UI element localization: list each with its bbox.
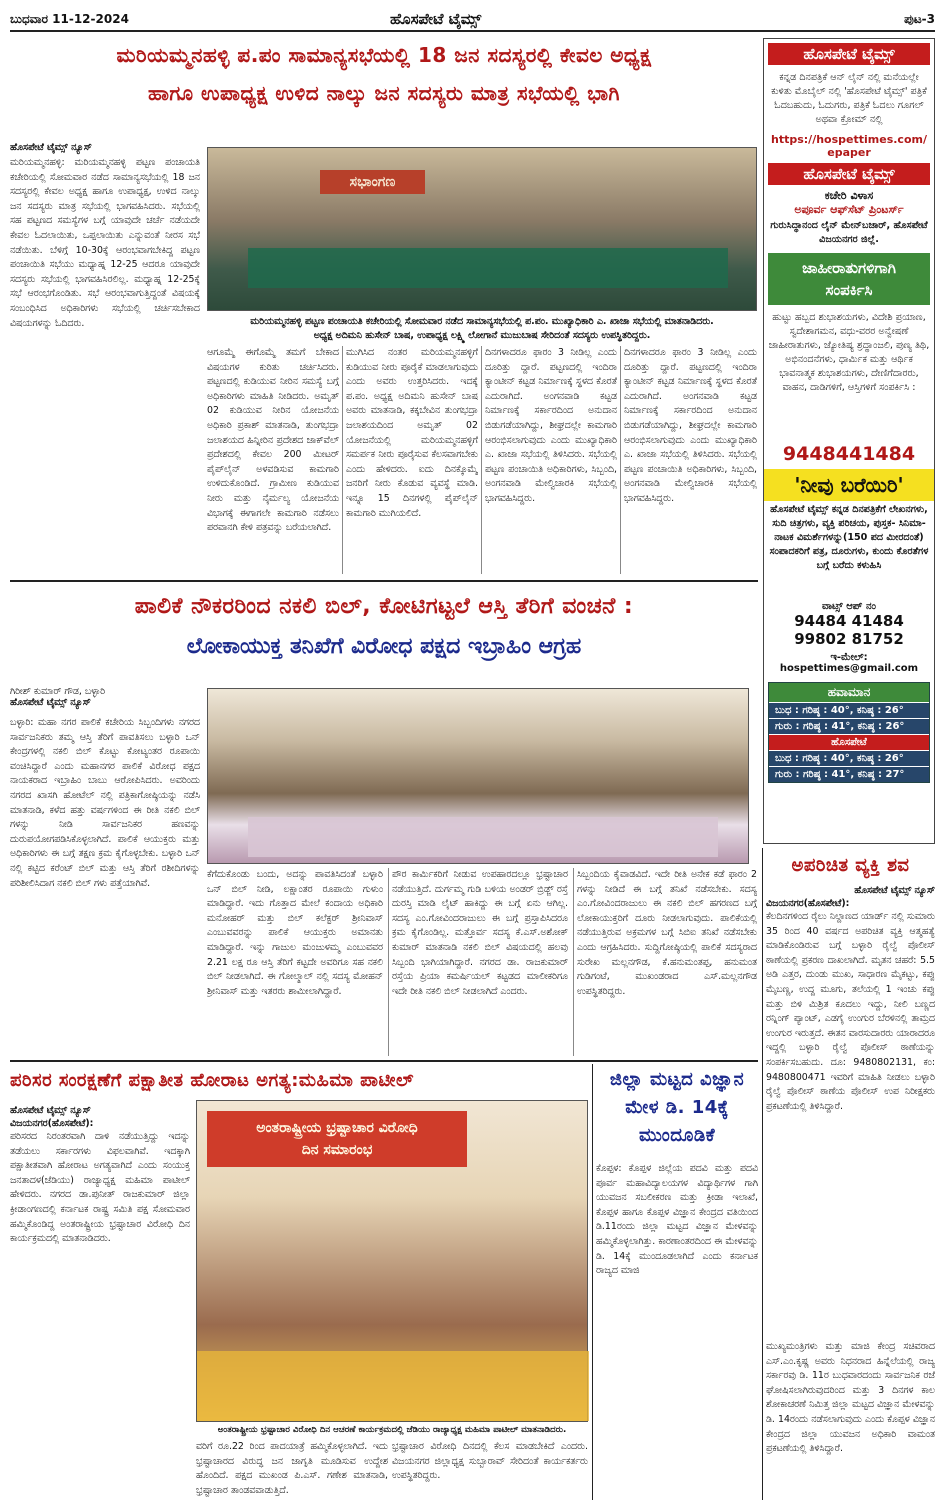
column-divider	[481, 346, 482, 574]
byline-location: ವಿಜಯನಗರ(ಹೊಸಪೇಟೆ):	[766, 898, 850, 909]
write-to-us-title: 'ನೀವು ಬರೆಯಿರಿ'	[764, 469, 934, 501]
story1-col4: ದಿನಗಳಾದರೂ ಫಾರಂ 3 ನೀಡಿಲ್ಲ ಎಂದು ದೂರಿತ್ತು ದ್ದಾರೆ. ಪಟ್ಟಣದಲ್ಲಿ ಇಂದಿರಾ ಕ್ಯಾಂಟೀನ್ ಕಟ್ಟಡ ನಿರ್ಮಾಣಕ್ಕೆ ಸ್ಥಳದ ಕೊರತೆ ಎದುರಾಗಿದೆ. ಅಂಗನವಾಡಿ ಕಟ್ಟಡ ನಿರ್ಮಾಣಕ್ಕೆ ಸರ್ಕಾರದಿಂದ ಅನುದಾನ ಬಿಡುಗಡೆಯಾಗಿದ್ದು, ಶೀಘ್ರದಲ್ಲೇ ಕಾಮಗಾರಿ ಆರಂಭಿಸಲಾಗುವುದು ಎಂದು ಮುಖ್ಯಾಧಿಕಾರಿ ಎ. ಖಾಜಾ ಸಭೆಯಲ್ಲಿ ತಿಳಿಸಿದರು. ಸಭೆಯಲ್ಲಿ ಪಟ್ಟಣ ಪಂಚಾಯಿತಿ ಅಧಿಕಾರಿಗಳು, ಸಿಬ್ಬಂದಿ, ಅಂಗನವಾಡಿ ಮೇಲ್ವಿಚಾರಕಿ ಸಭೆಯಲ್ಲಿ ಭಾಗವಹಿಸಿದ್ದರು.	[485, 347, 617, 504]
story1-photo	[207, 147, 757, 311]
epaper-url[interactable]: https://hospettimes.com/	[771, 133, 927, 146]
story2-col3: ಪೌರ ಕಾರ್ಮಿಕರಿಗೆ ನೀಡುವ ಉಪಹಾರದಲ್ಲೂ ಭ್ರಷ್ಟಾಚಾರ ನಡೆಯುತ್ತಿದೆ. ದುರ್ಗಮ್ಮ ಗುಡಿ ಬಳಿಯ ಅಂಡರ್ ಬ್ರಿಡ್ಜ್ ರಸ್ತೆ ದುರಸ್ತಿ ಮಾಡಿ ಲೈಟ್ ಹಾಕಿದ್ದು ಈ ಬಗ್ಗೆ ಏನು ಆಗಿಲ್ಲ. ಸದಸ್ಯ ಎಂ.ಗೋವಿಂದರಾಜುಲು ಈ ಬಗ್ಗೆ ಪ್ರಸ್ತಾಪಿಸಿದರೂ ಕ್ರಮ ಕೈಗೊಂಡಿಲ್ಲ. ಮತ್ತೊರ್ವ ಸದಸ್ಯ ಕೆ.ಎಸ್.ಅಶೋಕ್ ಕುಮಾರ್ ಮಾತನಾಡಿ ನಕಲಿ ಬಿಲ್ ವಿಷಯದಲ್ಲಿ ಹಲವು ಸಿಬ್ಬಂದಿ ಭಾಗಿಯಾಗಿದ್ದಾರೆ. ನಗರದ ಡಾ. ರಾಜಕುಮಾರ್ ರಸ್ತೆಯ ಪ್ರಿಯಾ ಕಮರ್ಷಿಯಲ್ ಕಟ್ಟಡದ ಮಾಲೀಕರಿಗೂ ಇದೇ ರೀತಿ ನಕಲಿ ಬಿಲ್ ನೀಡಲಾಗಿದೆ ಎಂದರು.	[392, 869, 568, 997]
weather-row: ಗುರು : ಗರಿಷ್ಠ : 41°, ಕನಿಷ್ಠ : 26°	[769, 718, 929, 734]
story3-byline	[10, 1104, 190, 1130]
weather-row: ಬುಧ : ಗರಿಷ್ಠ : 40°, ಕನಿಷ್ಠ : 26°	[769, 702, 929, 718]
epaper-url-path[interactable]: epaper	[827, 146, 871, 159]
story2-byline	[10, 686, 200, 708]
story3-caption: ಅಂತರಾಷ್ಟ್ರೀಯ ಭ್ರಷ್ಟಾಚಾರ ವಿರೋಧಿ ದಿನ ಆಚರಣೆ ಕಾರ್ಯಕ್ರಮದಲ್ಲಿ ಜೆಡಿಯು ರಾಜ್ಯಾಧ್ಯಕ್ಷ ಮಹಿಮಾ ಪಾಟೀಲ್ ಮಾತನಾಡಿದರು.	[217, 1425, 567, 1435]
weather-box	[768, 682, 930, 783]
press-table	[248, 817, 718, 857]
write-to-us-text: ಹೊಸಪೇಟೆ ಟೈಮ್ಸ್ ಕನ್ನಡ ದಿನಪತ್ರಿಕೆಗೆ ಲೇಖನಗಳು, ಸುದಿ ಚಿತ್ರಗಳು, ವ್ಯಕ್ತಿ ಪರಿಚಯ, ಪುಸ್ತಕ- ಸಿನಿಮಾ-ನಾಟಕ ವಿಮರ್ಶೆಗಳನ್ನು(150 ಪದ ಮೀರದಂತೆ) ಸಂಪಾದಕರಿಗೆ ಪತ್ರ, ದೂರುಗಳು, ಕುಂದು ಕೊರತೆಗಳ ಬಗ್ಗೆ ಬರೆದು ಕಳುಹಿಸಿ	[769, 504, 929, 571]
story3-col1: ಪರಿಸರದ ನಿರಂತರವಾಗಿ ದಾಳಿ ನಡೆಯುತ್ತಿದ್ದು ಇದನ್ನು ತಡೆಯಲು ಸರ್ಕಾರಗಳು ವಿಫಲವಾಗಿವೆ. ಇದಕ್ಕಾಗಿ ಪಕ್ಷಾತೀತವಾಗಿ ಹೋರಾಟ ಅಗತ್ಯವಾಗಿದೆ ಎಂದು ಸಂಯುಕ್ತ ಜನತಾದಳ(ಜೆಡಿಯು) ರಾಜ್ಯಾಧ್ಯಕ್ಷ ಮಹಿಮಾ ಪಾಟೀಲ್ ಹೇಳಿದರು. ನಗರದ ಡಾ.ಪುನೀತ್ ರಾಜಕುಮಾರ್ ಜಿಲ್ಲಾ ಕ್ರೀಡಾಂಗಣದಲ್ಲಿ ಕರ್ನಾಟಕ ರಾಷ್ಟ್ರ ಸಮಿತಿ ಪಕ್ಷ ಸೋಮವಾರ ಹಮ್ಮಿಕೊಂಡಿದ್ದ ಅಂತರಾಷ್ಟ್ರೀಯ ಭ್ರಷ್ಟಾಚಾರ ವಿರೋಧಿ ದಿನ ಕಾರ್ಯಕ್ರಮದಲ್ಲಿ ಮಾತನಾಡಿದರು.	[10, 1131, 190, 1245]
sidebar	[763, 38, 935, 844]
story2-photo	[207, 688, 749, 864]
byline-author: ಗಿರೀಶ್ ಕುಮಾರ್ ಗೌಡ, ಬಳ್ಳಾರಿ	[10, 686, 106, 697]
page-number: ಪುಟ-3	[904, 12, 935, 26]
story3-col2: ವರಿಗೆ ರೂ.22 ರಿಂದ ಪಾದಯಾತ್ರೆ ಹಮ್ಮಿಕೊಳ್ಳಲಾಗಿದೆ. ಇದು ಭ್ರಷ್ಟಾಚಾರದ ವಿರುದ್ಧ ಜನ ಜಾಗೃತಿ ಮೂಡಿಸುವ ಉದ್ದೇಶ ಹೊಂದಿದೆ. ಪಕ್ಷದ ಮುಖಂಡ ಪಿ.ಎಸ್. ಗಣೇಶ ಮಾತನಾಡಿ, ಭ್ರಷ್ಟಾಚಾರ ತಾಂಡವವಾಡುತ್ತಿದೆ.	[196, 1441, 388, 1496]
meeting-table	[248, 248, 728, 288]
ads-title-line1: ಜಾಹೀರಾತುಗಳಿಗಾಗಿ	[802, 259, 896, 277]
story1-col3: ಮುಗಿಸಿದ ನಂತರ ಮರಿಯಮ್ಮನಹಳ್ಳಿಗೆ ಕುಡಿಯುವ ನೀರು ಪೂರೈಕೆ ಮಾಡಲಾಗುವುದು ಎಂದು ಅವರು ಉತ್ತರಿಸಿದರು. ಇದಕ್ಕೆ ಪ.ಪಂ. ಅಧ್ಯಕ್ಷ ಅದಿಮನಿ ಹುಸೇನ್ ಬಾಷ ಅವರು ಮಾತನಾಡಿ, ಕಕ್ಕಬೇವಿನ ತುಂಗಭದ್ರಾ ಜಲಾಶಯದಿಂದ ಅಮೃತ್ 02 ಯೋಜನೆಯಲ್ಲಿ ಮರಿಯಮ್ಮನಹಳ್ಳಿಗೆ ಸಮರ್ಪಕ ನೀರು ಪೂರೈಸುವ ಕೆಲಸವಾಗಬೇಕು ಎಂದು ಹೇಳಿದರು. ಐದು ದಿನಕ್ಕೊಮ್ಮೆ ಜನರಿಗೆ ನೀರು ಕೊಡುವ ವ್ಯವಸ್ಥೆ ಮಾಡಿ. ಇನ್ನೂ 15 ದಿನಗಳಲ್ಲಿ ಪೈಪ್‌ಲೈನ್ ಕಾಮಗಾರಿ ಮುಗಿಯಲಿದೆ.	[346, 347, 478, 519]
column-divider	[573, 868, 574, 1056]
contact-email[interactable]: ಇ-ಮೇಲ್: hospettimes@gmail.com	[779, 652, 919, 674]
byline-agency: ಹೊಸಪೇಟೆ ಟೈಮ್ಸ್ ನ್ಯೂಸ್	[10, 697, 91, 708]
weather-row: ಗುರು : ಗರಿಷ್ಠ : 41°, ಕನಿಷ್ಠ : 27°	[769, 766, 929, 782]
story5-byline	[766, 884, 935, 910]
ads-banner	[768, 253, 930, 305]
column-divider	[388, 868, 389, 1056]
story5-headline: ಅಪರಿಚಿತ ವ್ಯಕ್ತಿ ಶವ	[791, 855, 910, 876]
ads-categories: ಹುಟ್ಟು ಹಬ್ಬದ ಶುಭಾಶಯಗಳು, ವಿದೇಶಿ ಪ್ರಯಾಣ, ಸ್ವದೇಶಾಗಮನ, ವಧು-ವರರ ಅನ್ವೇಷಣೆ ಜಾಹೀರಾತುಗಳು, ಜ್ಯೋತಿಷ್ಯ ಶ್ರದ್ಧಾಂಜಲಿ, ಪುಣ್ಯ ತಿಥಿ, ಅಭಿನಂದನೆಗಳು, ಧಾರ್ಮಿಕ ಮತ್ತು ಆರ್ಥಿಕ ಭಾವನಾತ್ಮಕ ಶುಭಾಶಯಗಳು, ದೇಣಿಗೆದಾರರು, ವಾಹನ, ದಾಡಿಗಳಿಗೆ, ಆಸ್ತಿಗಳಿಗೆ ಸಂಪರ್ಕಿಸಿ :	[768, 312, 930, 393]
story2-col4: ಸಿಬ್ಬಂದಿಯ ಕೈವಾಡವಿದೆ. ಇದೇ ರೀತಿ ಅನೇಕ ಕಡೆ ಫಾರಂ 2 ಗಳನ್ನು ನೀಡಿದೆ ಈ ಬಗ್ಗೆ ತನಿಖೆ ನಡೆಸಬೇಕು. ಸದಸ್ಯ ಎಂ.ಗೋವಿಂದರಾಜುಲು ಈ ನಕಲಿ ಬಿಲ್ ಹಗರಣದ ಬಗ್ಗೆ ಲೋಕಾಯುಕ್ತರಿಗೆ ದೂರು ನೀಡಲಾಗುವುದು. ಪಾಲಿಕೆಯಲ್ಲಿ ನಡೆಯುತ್ತಿರುವ ಅಕ್ರಮಗಳ ಬಗ್ಗೆ ಸಿಬಿಐ ತನಿಖೆ ನಡೆಸಬೇಕು ಎಂದು ಆಗ್ರಹಿಸಿದರು. ಸುದ್ದಿಗೋಷ್ಠಿಯಲ್ಲಿ ಪಾಲಿಕೆ ಸದಸ್ಯರಾದ ಸುರೇಖ ಮಲ್ಲನಗೌಡ, ಕೆ.ಹನುಮಂತಪ್ಪ, ಹನುಮಂತ ಗುಡಿಗಂಟೆ, ಮುಖಂಡರಾದ ಎಸ್.ಮಲ್ಲನಗೌಡ ಉಪಸ್ಥಿತರಿದ್ದರು.	[577, 869, 757, 997]
ads-title-line2: ಸಂಪರ್ಕಿಸಿ	[825, 281, 873, 299]
story2-col1: ಬಳ್ಳಾರಿ: ಮಹಾ ನಗರ ಪಾಲಿಕೆ ಕಚೇರಿಯ ಸಿಬ್ಬಂದಿಗಳು ನಗರದ ಸಾರ್ವಜನಿಕರು ತಮ್ಮ ಆಸ್ತಿ ತೆರಿಗೆ ಪಾವತಿಸಲು ಬಳ್ಳಾರಿ ಒನ್ ಕೇಂದ್ರಗಳಲ್ಲಿ ನಕಲಿ ಬಿಲ್ ಕೊಟ್ಟು ಕೋಟ್ಯಂತರ ರೂಪಾಯಿ ವಂಚಿಸಿದ್ದಾರೆ ಎಂದು ಮಹಾನಗರ ಪಾಲಿಕೆ ವಿರೋಧ ಪಕ್ಷದ ನಾಯಕರಾದ ಇಬ್ರಾಹಿಂ ಬಾಬು ಆರೋಪಿಸಿದರು. ಅವರಿಂದು ನಗರದ ಖಾಸಗಿ ಹೋಟೆಲ್ ನಲ್ಲಿ ಪತ್ರಿಕಾಗೋಷ್ಠಿಯನ್ನು ನಡೆಸಿ ಮಾತನಾಡಿ, ಕಳೆದ ಹತ್ತು ವರ್ಷಗಳಿಂದ ಈ ರೀತಿ ನಕಲಿ ಬಿಲ್ ಗಳನ್ನು ನೀಡಿ ಸಾರ್ವಜನಿಕರ ಹಣವನ್ನು ದುರುಪಯೋಗಪಡಿಸಿಕೊಳ್ಳಲಾಗಿದೆ. ಪಾಲಿಕೆ ಆಯುಕ್ತರು ಮತ್ತು ಅಧಿಕಾರಿಗಳು ಈ ಬಗ್ಗೆ ತಕ್ಷಣ ಕ್ರಮ ಕೈಗೊಳ್ಳಬೇಕು. ಬಳ್ಳಾರಿ ಒನ್ ನಲ್ಲಿ ಕಟ್ಟಿದ ಕರೆಂಟ್ ಬಿಲ್ ಮತ್ತು ಆಸ್ತಿ ತೆರಿಗೆ ರಶೀದಿಗಳನ್ನು ಪರಿಶೀಲಿಸಿದಾಗ ನಕಲಿ ಬಿಲ್ ಗಳು ಪತ್ತೆಯಾಗಿವೆ.	[10, 717, 200, 889]
column-divider	[342, 346, 343, 574]
whatsapp-phone-2[interactable]: 99802 81752	[794, 630, 904, 648]
sidebar-box2-title: ಹೊಸಪೇಟೆ ಟೈಮ್ಸ್	[768, 163, 930, 185]
page-header	[10, 8, 935, 32]
story1-col2: ಆಗೂಮ್ಮೆ ಈಗೊಮ್ಮೆ ತಮಗೆ ಬೇಕಾದ ವಿಷಯಗಳ ಕುರಿತು ಚರ್ಚಿಸಿದರು. ಪಟ್ಟಣದಲ್ಲಿ ಕುಡಿಯುವ ನೀರಿನ ಸಮಸ್ಯೆ ಬಗ್ಗೆ ಅಧಿಕಾರಿಗಳು ಮಾಹಿತಿ ನೀಡಿದರು. ಅಮೃತ್ 02 ಕುಡಿಯುವ ನೀರಿನ ಯೋಜನೆಯ ಅಧಿಕಾರಿ ಪ್ರಕಾಶ್ ಮಾತನಾಡಿ, ತುಂಗಭದ್ರಾ ಜಲಾಶಯದ ಹಿನ್ನೀರಿನ ಪ್ರದೇಶದ ಜಾಕ್‌ವೆಲ್ ಪ್ರದೇಶದಲ್ಲಿ ಕೇವಲ 200 ಮೀಟರ್ ಪೈಪ್‌ಲೈನ್ ಅಳವಡಿಸುವ ಕಾಮಗಾರಿ ಉಳಿದುಕೊಂಡಿದೆ. ಗ್ರಾಮೀಣ ಕುಡಿಯುವ ನೀರು ಮತ್ತು ನೈರ್ಮಲ್ಯ ಯೋಜನೆಯ ವಿಭಾಗಕ್ಕೆ ಈಗಾಗಲೇ ಕಾಮಗಾರಿ ನಡೆಸಲು ಪರವಾನಗಿ ಕೇಳಿ ಪತ್ರವನ್ನು ಬರೆಯಲಾಗಿದೆ.	[207, 347, 339, 534]
story1-caption-line2: ಅಧ್ಯಕ್ಷ ಅದಿಮನಿ ಹುಸೇನ್ ಬಾಷ, ಉಪಾಧ್ಯಕ್ಷ ಲಕ್ಷ್ಮಿ ಲೋಗಾನೆ ಮುಜುಬಾಷ ಸೇರಿದಂತೆ ಸದಸ್ಯರು ಉಪಸ್ಥಿತರಿದ್ದರು.	[313, 330, 651, 341]
weather-city: ಹೊಸಪೇಟೆ	[769, 734, 929, 750]
stage-table	[197, 1351, 589, 1421]
weather-title: ಹವಾಮಾನ	[769, 683, 929, 702]
section-divider	[10, 580, 758, 582]
byline-location: ವಿಜಯನಗರ(ಹೊಸಪೇಟೆ):	[10, 1118, 94, 1129]
column-divider	[762, 848, 763, 1500]
story5-body: ಕೆಲದಿನಗಳಿಂದ ರೈಲು ನಿಲ್ದಾಣದ ಯಾರ್ಡ್ ನಲ್ಲಿ ಸುಮಾರು 35 ರಿಂದ 40 ವರ್ಷದ ಅಪರಿಚಿತ ವ್ಯಕ್ತಿ ಆತ್ಮಹತ್ಯೆ ಮಾಡಿಕೊಂಡಿರುವ ಬಗ್ಗೆ ಬಳ್ಳಾರಿ ರೈಲ್ವೆ ಪೊಲೀಸ್ ಠಾಣೆಯಲ್ಲಿ ಪ್ರಕರಣ ದಾಖಲಾಗಿದೆ. ಮೃತನ ಚಹರೆ: 5.5 ಅಡಿ ಎತ್ತರ, ದುಂಡು ಮುಖ, ಸಾಧಾರಣ ಮೈಕಟ್ಟು, ಕಪ್ಪು ಮೈಬಣ್ಣ, ಉದ್ದ ಮೂಗು, ತಲೆಯಲ್ಲಿ 1 ಇಂಚು ಕಪ್ಪು ಮತ್ತು ಬಿಳಿ ಮಿಶ್ರಿತ ಕೂದಲು ಇದ್ದು, ನೀಲಿ ಬಣ್ಣದ ರನ್ನಿಂಗ್ ಪ್ಯಾಂಟ್, ಎಡಗೈ ಉಂಗುರ ಬೆರಳಿನಲ್ಲಿ ತಾಮ್ರದ ಉಂಗುರ ಇರುತ್ತದೆ. ಈತನ ವಾರಸುದಾರರು ಯಾರಾದರೂ ಇದ್ದಲ್ಲಿ ಬಳ್ಳಾರಿ ರೈಲ್ವೆ ಪೊಲೀಸ್ ಠಾಣೆಯನ್ನು ಸಂಪರ್ಕಿಸಬಹುದು. ದೂ: 9480802131, ಕಂ: 9480800471 ಇವರಿಗೆ ಮಾಹಿತಿ ನೀಡಲು ಬಳ್ಳಾರಿ ರೈಲ್ವೆ ಪೊಲೀಸ್ ಠಾಣೆಯ ಪೊಲೀಸ್ ಉಪ ನಿರೀಕ್ಷಕರು ಪ್ರಕಟಣೆಯಲ್ಲಿ ತಿಳಿಸಿದ್ದಾರೆ.	[766, 911, 935, 1112]
story6-body: ಮುಖ್ಯಮಂತ್ರಿಗಳು ಮತ್ತು ಮಾಜಿ ಕೇಂದ್ರ ಸಚಿವರಾದ ಎಸ್.ಎಂ.ಕೃಷ್ಣ ಅವರು ನಿಧನರಾದ ಹಿನ್ನೆಲೆಯಲ್ಲಿ ರಾಜ್ಯ ಸರ್ಕಾರವು ಡಿ. 11ರ ಬುಧವಾರದಂದು ಸಾರ್ವಜನಿಕ ರಜೆ ಘೋಷಿಸಲಾಗಿರುವುದರಿಂದ ಮತ್ತು 3 ದಿನಗಳ ಕಾಲ ಶೋಕಾಚರಣೆ ನಿಮಿತ್ತ ಜಿಲ್ಲಾ ಮಟ್ಟದ ವಿಜ್ಞಾನ ಮೇಳವನ್ನು ಡಿ. 14ರಂದು ನಡೆಸಲಾಗುವುದು ಎಂದು ಕೊಪ್ಪಳ ವಿಜ್ಞಾನ ಕೇಂದ್ರದ ಜಿಲ್ಲಾ ಯುವಜನ ಅಧಿಕಾರಿ ವಾಮಂತ ಪ್ರಕಟಣೆಯಲ್ಲಿ ತಿಳಿಸಿದ್ದಾರೆ.	[766, 1341, 935, 1455]
column-divider	[592, 1064, 593, 1500]
office-address-label: ಕಚೇರಿ ವಿಳಾಸ	[824, 189, 874, 202]
sidebar-box1-text: ಕನ್ನಡ ದಿನಪತ್ರಿಕೆ ಆನ್ ಲೈನ್ ನಲ್ಲಿ ಮನೆಯಲ್ಲೇ ಕುಳಿತು ಮೊಬೈಲ್ ನಲ್ಲಿ 'ಹೊಸಪೇಟೆ ಟೈಮ್ಸ್' ಪತ್ರಿಕೆ ಓದಬಹುದು, ಓದುಗರು, ಪತ್ರಿಕೆ ಓದಲು ಗೂಗಲ್ ಅಥವಾ ಕ್ರೋಮ್ ನಲ್ಲಿ	[771, 72, 927, 125]
sidebar-box1-title: ಹೊಸಪೇಟೆ ಟೈಮ್ಸ್	[768, 43, 930, 65]
column-divider	[620, 346, 621, 574]
story3-photo	[196, 1100, 588, 1422]
story1-headline-line2: ಹಾಗೂ ಉಪಾಧ್ಯಕ್ಷ ಉಳಿದ ನಾಲ್ಕು ಜನ ಸದಸ್ಯರು ಮಾತ್ರ ಸಭೆಯಲ್ಲಿ ಭಾಗಿ	[148, 81, 620, 105]
story4-body: ಕೊಪ್ಪಳ: ಕೊಪ್ಪಳ ಜಿಲ್ಲೆಯ ಪದವಿ ಮತ್ತು ಪದವಿ ಪೂರ್ವ ಮಹಾವಿದ್ಯಾಲಯಗಳ ವಿದ್ಯಾರ್ಥಿಗಳ ಗಾಗಿ ಯುವಜನ ಸಬಲೀಕರಣ ಮತ್ತು ಕ್ರೀಡಾ ಇಲಾಖೆ, ಕೊಪ್ಪಳ ಹಾಗೂ ಕೊಪ್ಪಳ ವಿಜ್ಞಾನ ಕೇಂದ್ರದ ವತಿಯಿಂದ ಡಿ.11ರಂದು ಜಿಲ್ಲಾ ಮಟ್ಟದ ವಿಜ್ಞಾನ ಮೇಳವನ್ನು ಹಮ್ಮಿಕೊಳ್ಳಲಾಗಿತ್ತು. ಕಾರಣಾಂತರದಿಂದ ಈ ಮೇಳವನ್ನು ಡಿ. 14ಕ್ಕೆ ಮುಂದೂಡಲಾಗಿದೆ ಎಂದು ಕರ್ನಾಟಕ ರಾಜ್ಯದ ಮಾಜಿ	[596, 1163, 758, 1277]
story3-headline: ಪರಿಸರ ಸಂರಕ್ಷಣೆಗೆ ಪಕ್ಷಾತೀತ ಹೋರಾಟ ಅಗತ್ಯ:ಮಹಿಮಾ ಪಾಟೀಲ್	[10, 1070, 414, 1091]
ads-phone[interactable]: 9448441484	[782, 443, 916, 465]
byline-agency: ಹೊಸಪೇಟೆ ಟೈಮ್ಸ್ ನ್ಯೂಸ್	[10, 1105, 91, 1116]
story4-headline: ಜಿಲ್ಲಾ ಮಟ್ಟದ ವಿಜ್ಞಾನ ಮೇಳ ಡಿ. 14ಕ್ಕೆ ಮುಂದೂಡಿಕೆ	[609, 1069, 745, 1146]
office-address: ಗುರುಸಿದ್ಧಾನಂದ ಲೈನ್ ಮೇನ್‌ಬಜಾರ್, ಹೊಸಪೇಟೆ ವಿಜಯನಗರ ಜಿಲ್ಲೆ.	[770, 220, 928, 245]
story1-col5: ದಿನಗಳಾದರೂ ಫಾರಂ 3 ನೀಡಿಲ್ಲ ಎಂದು ದೂರಿತ್ತು ದ್ದಾರೆ. ಪಟ್ಟಣದಲ್ಲಿ ಇಂದಿರಾ ಕ್ಯಾಂಟೀನ್ ಕಟ್ಟಡ ನಿರ್ಮಾಣಕ್ಕೆ ಸ್ಥಳದ ಕೊರತೆ ಎದುರಾಗಿದೆ. ಅಂಗನವಾಡಿ ಕಟ್ಟಡ ನಿರ್ಮಾಣಕ್ಕೆ ಸರ್ಕಾರದಿಂದ ಅನುದಾನ ಬಿಡುಗಡೆಯಾಗಿದ್ದು, ಶೀಘ್ರದಲ್ಲೇ ಕಾಮಗಾರಿ ಆರಂಭಿಸಲಾಗುವುದು ಎಂದು ಮುಖ್ಯಾಧಿಕಾರಿ ಎ. ಖಾಜಾ ಸಭೆಯಲ್ಲಿ ತಿಳಿಸಿದರು. ಸಭೆಯಲ್ಲಿ ಪಟ್ಟಣ ಪಂಚಾಯಿತಿ ಅಧಿಕಾರಿಗಳು, ಸಿಬ್ಬಂದಿ, ಅಂಗನವಾಡಿ ಮೇಲ್ವಿಚಾರಕಿ ಸಭೆಯಲ್ಲಿ ಭಾಗವಹಿಸಿದ್ದರು.	[624, 347, 757, 504]
byline-agency: ಹೊಸಪೇಟೆ ಟೈಮ್ಸ್ ನ್ಯೂಸ್	[854, 885, 935, 896]
masthead-title: ಹೊಸಪೇಟೆ ಟೈಮ್ಸ್	[390, 10, 482, 28]
story2-subhead: ಲೋಕಾಯುಕ್ತ ತನಿಖೆಗೆ ವಿರೋಧ ಪಕ್ಷದ ಇಬ್ರಾಹಿಂ ಆಗ್ರಹ	[186, 634, 582, 659]
story1-caption-line1: ಮರಿಯಮ್ಮನಹಳ್ಳಿ ಪಟ್ಟಣ ಪಂಚಾಯತಿ ಕಚೇರಿಯಲ್ಲಿ ಸೋಮವಾರ ನಡೆದ ಸಾಮಾನ್ಯಸಭೆಯಲ್ಲಿ ಪ.ಪಂ. ಮುಖ್ಯಾಧಿಕಾರಿ ಎ. ಖಾಜಾ ಸಭೆಯಲ್ಲಿ ಮಾತನಾಡಿದರು.	[250, 316, 714, 327]
printer-name: ಅಪೂರ್ವ ಆಫ್‌ಸೆಟ್ ಪ್ರಿಂಟರ್ಸ್	[794, 203, 904, 216]
story3-col3: ಭ್ರಷ್ಟಾಚಾರ ವಿರೋಧಿ ದಿನದಲ್ಲಿ ಕೆಲಸ ಮಾಡಬೇಕಿದೆ ಎಂದರು. ವಿಜಯನಗರ ಜಿಲ್ಲಾಧ್ಯಕ್ಷ ಸುಬ್ಬಾರಾವ್ ಸೇರಿದಂತೆ ಕಾರ್ಯಕರ್ತರು ಉಪಸ್ಥಿತರಿದ್ದರು.	[392, 1441, 588, 1482]
banner-line2: ದಿನ ಸಮಾರಂಭ	[301, 1142, 373, 1158]
event-banner	[207, 1111, 467, 1167]
issue-date: ಬುಧವಾರ 11-12-2024	[10, 12, 129, 26]
story1-byline	[10, 142, 200, 153]
weather-row: ಬುಧ : ಗರಿಷ್ಠ : 40°, ಕನಿಷ್ಠ : 26°	[769, 750, 929, 766]
section-divider	[10, 1060, 758, 1062]
story1-col1: ಮರಿಯಮ್ಮನಹಳ್ಳಿ: ಮರಿಯಮ್ಮನಹಳ್ಳಿ ಪಟ್ಟಣ ಪಂಚಾಯತಿ ಕಚೇರಿಯಲ್ಲಿ ಸೋಮವಾರ ನಡೆದ ಸಾಮಾನ್ಯಸಭೆಯಲ್ಲಿ 18 ಜನ ಸದಸ್ಯರಲ್ಲಿ ಕೇವಲ ಅಧ್ಯಕ್ಷ ಹಾಗೂ ಉಪಾಧ್ಯಕ್ಷ, ಉಳಿದ ನಾಲ್ಕು ಜನ ಸದಸ್ಯರು ಮಾತ್ರ ಸಭೆಯಲ್ಲಿ ಭಾಗವಹಿಸಿದರು. ಸಭೆಯಲ್ಲಿ ಸಹ ಪಟ್ಟಣದ ಸಮಸ್ಯೆಗಳ ಬಗ್ಗೆ ಯಾವುದೇ ಚರ್ಚೆ ನಡೆಯದೇ ಕೇವಲ ಓದಲಾಯಿತು, ಒಪ್ಪಲಾಯಿತು ಎನ್ನುವಂತೆ ನೀರಸ ಸಭೆ ನಡೆಯಿತು. ಬೆಳಿಗ್ಗೆ 10-30ಕ್ಕೆ ಆರಂಭವಾಗಬೇಕಿದ್ದ ಪಟ್ಟಣ ಪಂಚಾಯಿತಿ ಸಭೆಯು ಮಧ್ಯಾಹ್ನ 12-25 ಆದರೂ ಯಾವುದೇ ಸದಸ್ಯರು ಸಭೆಯಲ್ಲಿ ಭಾಗವಹಿಸಿರಲಿಲ್ಲ. ಮಧ್ಯಾಹ್ನ 12-25ಕ್ಕೆ ಸಭೆ ಆರಂಭಗೊಂಡಿತು. ಸಭೆ ಆರಂಭವಾಗುತ್ತಿದ್ದಂತೆ ವಿಷಯಕ್ಕೆ ಸಂಬಂಧಿಸಿದ ಅಧಿಕಾರಿಗಳು ಸಭೆಯಲ್ಲಿ ಚರ್ಚಿಸಬೇಕಾದ ವಿಷಯಗಳನ್ನು ಓದಿದರು.	[10, 157, 200, 329]
whatsapp-phone-1[interactable]: 94484 41484	[794, 612, 904, 630]
story2-col2: ಕೆಗೆದುಕೊಂಡು ಬಂದು, ಅದನ್ನು ಪಾವತಿಸಿದಂತೆ ಬಳ್ಳಾರಿ ಒನ್ ಬಿಲ್ ನೀಡಿ, ಲಕ್ಷಾಂತರ ರೂಪಾಯಿ ಗುಳುಂ ಮಾಡಿದ್ದಾರೆ. ಇದು ಗೊತ್ತಾದ ಮೇಲೆ ಕಂದಾಯ ಅಧಿಕಾರಿ ಮನೋಹರ್ ಮತ್ತು ಬಿಲ್ ಕಲೆಕ್ಟರ್ ಶ್ರೀನಿವಾಸ್ ಎಂಬುವವರನ್ನು ಪಾಲಿಕೆ ಆಯುಕ್ತರು ಅಮಾನತು ಮಾಡಿದ್ದಾರೆ. ಇನ್ನು ಗಾಜುಲ ಮಂಜುಳಮ್ಮ ಎಂಬುವವರ 2.21 ಲಕ್ಷ ರೂ ಆಸ್ತಿ ತೆರಿಗೆ ಕಟ್ಟದೇ ಅವರಿಗೂ ಸಹ ನಕಲಿ ಬಿಲ್ ನೀಡಲಾಗಿದೆ. ಈ ಗೋಲ್ಮಾಲ್ ನಲ್ಲಿ ಸದಸ್ಯ ಮೋಹನ್ ಶ್ರೀನಿವಾಸ್ ಮತ್ತು ಇತರರು ಶಾಮೀಲಾಗಿದ್ದಾರೆ.	[207, 869, 383, 997]
banner-line1: ಅಂತರಾಷ್ಟ್ರೀಯ ಭ್ರಷ್ಟಾಚಾರ ವಿರೋಧಿ	[256, 1120, 418, 1136]
story2-headline: ಪಾಲಿಕೆ ನೌಕರರಿಂದ ನಕಲಿ ಬಿಲ್, ಕೋಟಿಗಟ್ಟಲೆ ಆಸ್ತಿ ತೆರಿಗೆ ವಂಚನೆ :	[134, 594, 634, 619]
story1-headline-line1: ಮರಿಯಮ್ಮನಹಳ್ಳಿ ಪ.ಪಂ ಸಾಮಾನ್ಯಸಭೆಯಲ್ಲಿ 18 ಜನ ಸದಸ್ಯರಲ್ಲಿ ಕೇವಲ ಅಧ್ಯಕ್ಷ	[116, 43, 652, 67]
whatsapp-label: ವಾಟ್ಸ್ ಆಪ್ ನಂ	[822, 601, 876, 612]
byline: ಹೊಸಪೇಟೆ ಟೈಮ್ಸ್ ನ್ಯೂಸ್	[10, 142, 92, 153]
hall-sign: ಸಭಾಂಗಣ	[320, 170, 425, 194]
